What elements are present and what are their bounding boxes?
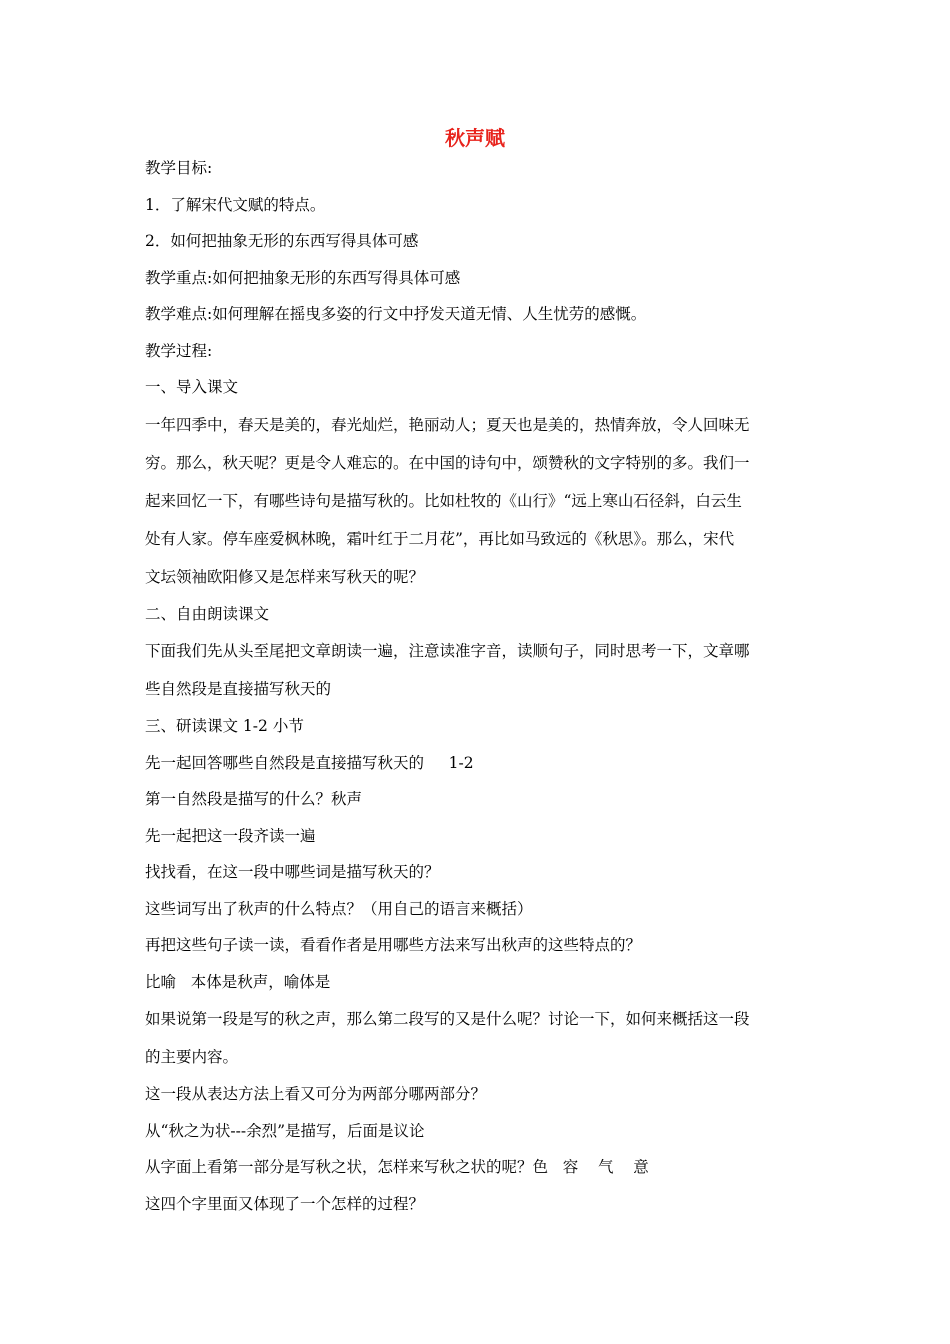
section-heading: 一、导入课文 (145, 378, 239, 396)
paragraph-line: 的主要内容。 (145, 1048, 239, 1066)
text-line: 先一起回答哪些自然段是直接描写秋天的 1-2 (145, 753, 474, 772)
text-line: 这些词写出了秋声的什么特点？（用自己的语言来概括） (145, 899, 533, 918)
paragraph-line: 一年四季中，春天是美的，春光灿烂，艳丽动人；夏天也是美的，热情奔放，令人回味无 (145, 415, 750, 434)
text-line: 比喻 本体是秋声，喻体是 (145, 972, 331, 991)
text-line: 第一自然段是描写的什么？秋声 (145, 790, 363, 808)
text-line: 1．了解宋代文赋的特点。 (145, 195, 326, 214)
paragraph-line: 起来回忆一下，有哪些诗句是描写秋的。比如杜牧的《山行》“远上寒山石径斜，白云生 (145, 491, 742, 510)
text-line: 找找看，在这一段中哪些词是描写秋天的？ (145, 863, 440, 881)
text-line: 从字面上看第一部分是写秋之状，怎样来写秋之状的呢？色 容 气 意 (145, 1158, 649, 1176)
text-line: 教学目标: (145, 159, 213, 177)
text-line: 先一起把这一段齐读一遍 (145, 826, 316, 845)
text-line: 再把这些句子读一读，看看作者是用哪些方法来写出秋声的这些特点的？ (145, 936, 642, 954)
text-line: 教学难点:如何理解在摇曳多姿的行文中抒发天道无情、人生忧劳的感慨。 (145, 305, 647, 323)
section-heading: 三、研读课文 1-2 小节 (145, 717, 304, 735)
paragraph-line: 文坛领袖欧阳修又是怎样来写秋天的呢？ (145, 567, 425, 586)
text-line: 教学重点:如何把抽象无形的东西写得具体可感 (145, 268, 461, 287)
paragraph-line: 处有人家。停车座爱枫林晚，霜叶红于二月花”，再比如马致远的《秋思》。那么，宋代 (145, 529, 735, 548)
text-line: 这一段从表达方法上看又可分为两部分哪两部分？ (145, 1085, 487, 1103)
text-line: 从“秋之为状---余烈”是描写，后面是议论 (145, 1121, 425, 1140)
paragraph-line: 穷。那么，秋天呢？更是令人难忘的。在中国的诗句中，颂赞秋的文字特别的多。我们一 (145, 453, 750, 472)
document-title: 秋声赋 (445, 126, 505, 150)
section-heading: 二、自由朗读课文 (145, 604, 270, 623)
paragraph-line: 如果说第一段是写的秋之声，那么第二段写的又是什么呢？讨论一下，如何来概括这一段 (145, 1010, 750, 1028)
text-line: 2．如何把抽象无形的东西写得具体可感 (145, 232, 419, 250)
text-line: 教学过程: (145, 341, 213, 360)
paragraph-line: 些自然段是直接描写秋天的 (145, 680, 332, 698)
text-line: 这四个字里面又体现了一个怎样的过程？ (145, 1194, 425, 1213)
document-body (145, 150, 807, 1222)
paragraph-line: 下面我们先从头至尾把文章朗读一遍，注意读准字音，读顺句子，同时思考一下，文章哪 (145, 642, 750, 660)
